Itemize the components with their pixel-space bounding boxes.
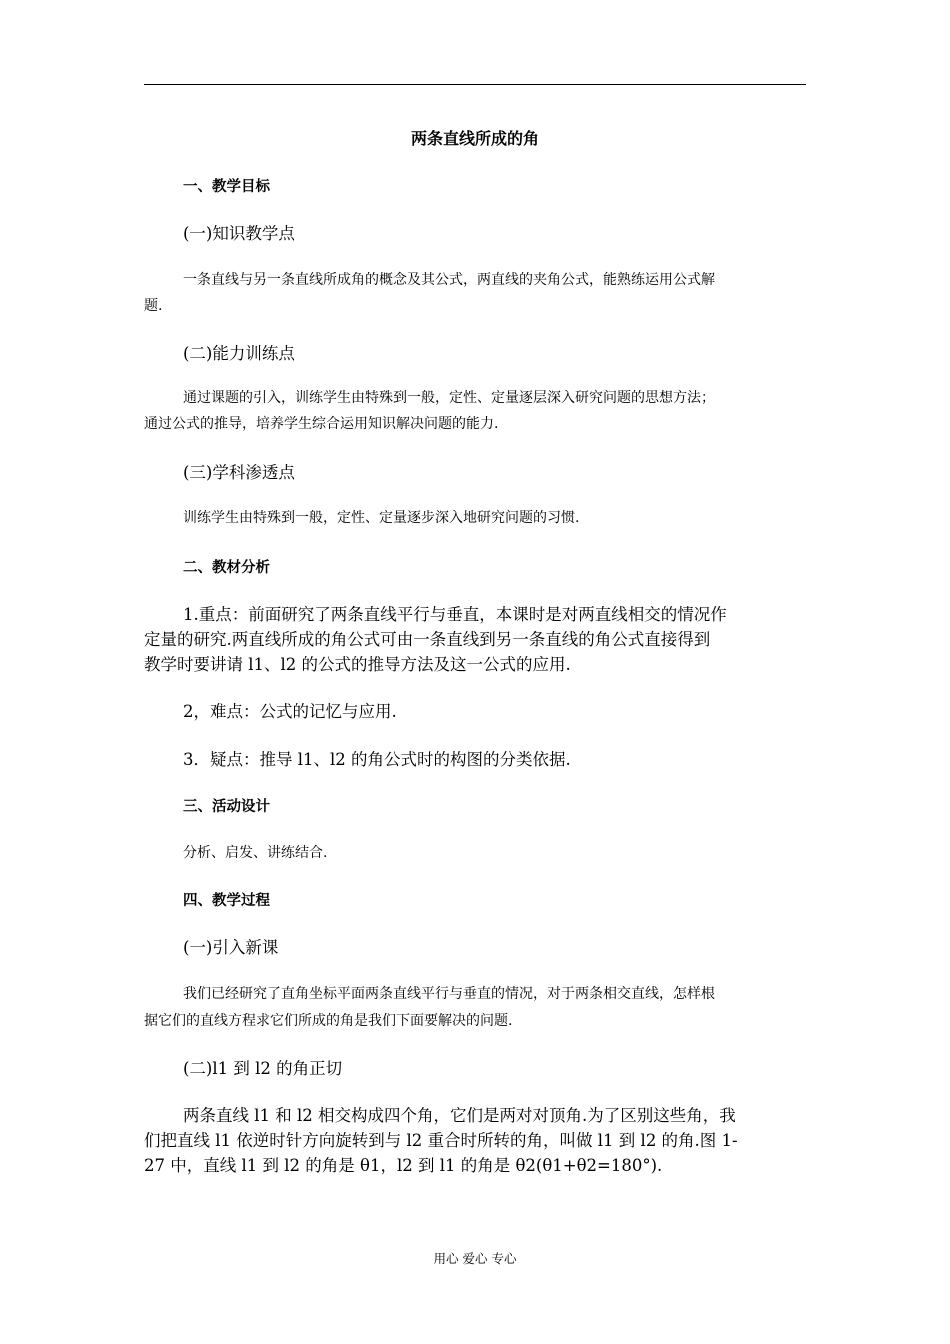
page-footer: 用心 爱心 专心 (433, 1251, 517, 1266)
paragraph-line: 27 中，直线 l1 到 l2 的角是 θ1，l2 到 l1 的角是 θ2(θ1+θ2=180°). (144, 1156, 663, 1175)
paragraph-line: 训练学生由特殊到一般，定性、定量逐步深入地研究问题的习惯. (183, 510, 580, 526)
section-heading-process: 四、教学过程 (183, 893, 270, 909)
paragraph-line: 们把直线 l1 依逆时针方向旋转到与 l2 重合时所转的角，叫做 l1 到 l2 的角.图 1- (144, 1131, 738, 1150)
list-item-difficulty: 2，难点：公式的记忆与应用. (183, 702, 397, 721)
paragraph-line: 两条直线 l1 和 l2 相交构成四个角，它们是两对对顶角.为了区别这些角，我 (183, 1106, 736, 1125)
paragraph-line: 题. (144, 298, 163, 314)
page-title: 两条直线所成的角 (410, 129, 539, 148)
paragraph-line: 分析、启发、讲练结合. (183, 845, 328, 861)
paragraph-line: 据它们的直线方程求它们所成的角是我们下面要解决的问题. (144, 1013, 513, 1029)
subheading-ability: (二)能力训练点 (183, 344, 295, 363)
subheading-tangent: (二)l1 到 l2 的角正切 (183, 1059, 343, 1078)
subheading-intro: (一)引入新课 (183, 938, 279, 957)
subheading-subject: (三)学科渗透点 (183, 463, 295, 482)
paragraph-line: 通过公式的推导，培养学生综合运用知识解决问题的能力. (144, 416, 499, 432)
paragraph-line: 我们已经研究了直角坐标平面两条直线平行与垂直的情况，对于两条相交直线，怎样根 (183, 986, 715, 1002)
header-rule (144, 84, 806, 85)
list-item-doubt: 3．疑点：推导 l1、l2 的角公式时的构图的分类依据. (183, 750, 571, 769)
section-heading-activity: 三、活动设计 (183, 799, 270, 815)
section-heading-analysis: 二、教材分析 (183, 560, 270, 576)
subheading-knowledge: (一)知识教学点 (183, 224, 295, 243)
paragraph-line: 定量的研究.两直线所成的角公式可由一条直线到另一条直线的角公式直接得到 (144, 630, 711, 649)
section-heading-objectives: 一、教学目标 (183, 179, 270, 195)
paragraph-line: 一条直线与另一条直线所成角的概念及其公式，两直线的夹角公式，能熟练运用公式解 (183, 272, 715, 288)
paragraph-line: 1.重点：前面研究了两条直线平行与垂直，本课时是对两直线相交的情况作 (183, 605, 727, 624)
paragraph-line: 通过课题的引入，训练学生由特殊到一般，定性、定量逐层深入研究问题的思想方法； (183, 390, 715, 406)
paragraph-line: 教学时要讲请 l1、l2 的公式的推导方法及这一公式的应用. (144, 655, 571, 674)
